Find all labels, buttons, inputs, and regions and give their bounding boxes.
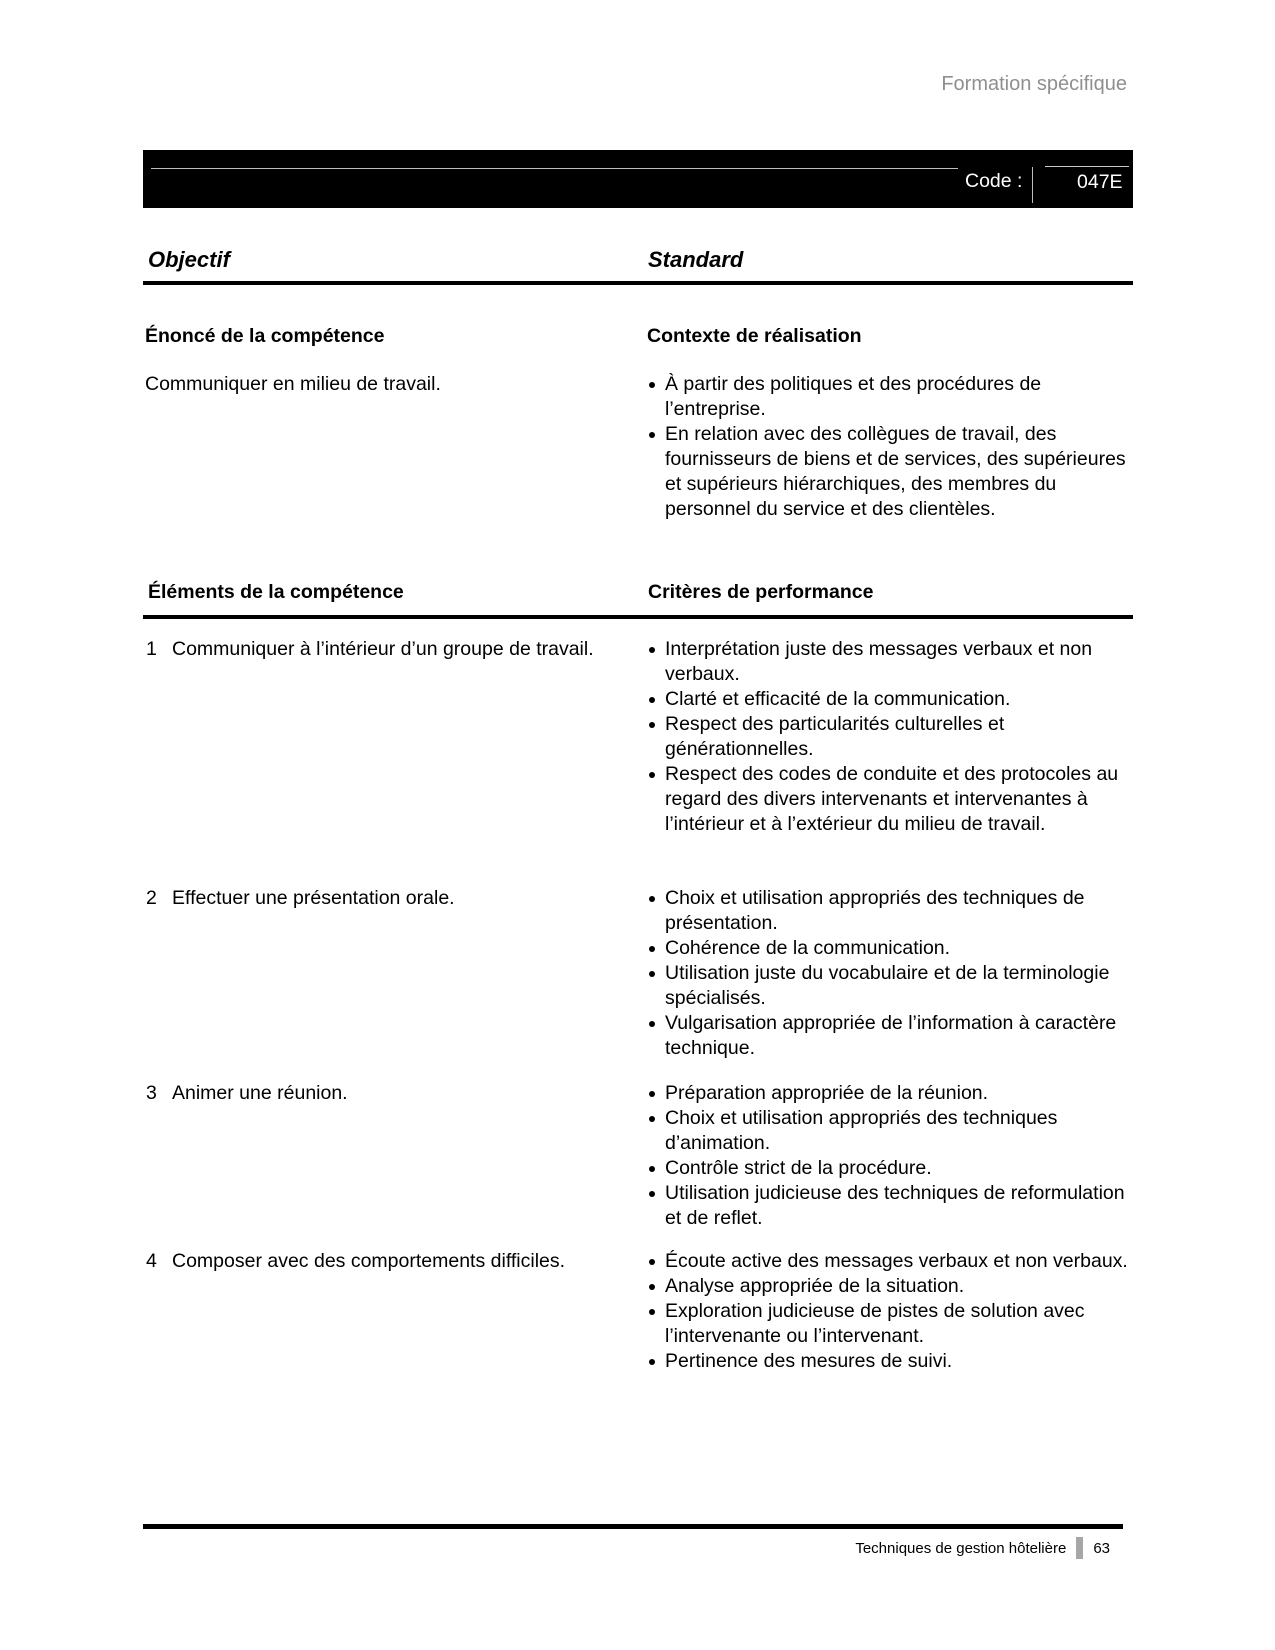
criteria-item: Respect des particularités culturelles et générationnelles. [645,712,1133,762]
code-field-underline [1045,166,1129,167]
element-label [143,637,645,837]
elements-title: Éléments de la compétence [148,581,404,603]
objectif-heading: Objectif [148,247,230,272]
competence-left-column [143,324,645,522]
code-bar [143,150,1133,208]
footer [143,1537,1110,1559]
running-header-label: Formation spécifique [941,73,1127,95]
criteria-item: Écoute active des messages verbaux et non verbaux. [645,1249,1133,1274]
competence-section [143,324,1133,522]
element-label [143,1081,645,1231]
element-row [143,1081,1133,1231]
column-headings [143,247,1133,277]
element-number: 1 [146,638,157,660]
criteria-item: Respect des codes de conduite et des protocoles au regard des divers intervenants et intervenantes à l’intérieur et à l’extérieur du milieu de travail. [645,762,1133,837]
element-text: Effectuer une présentation orale. [172,887,455,909]
element-text: Animer une réunion. [172,1082,348,1104]
footer-separator-bar [1076,1537,1083,1559]
criteria-item: Exploration judicieuse de pistes de solution avec l’intervenante ou l’intervenant. [645,1299,1133,1349]
criteria-list [645,886,1133,1061]
footer-rule [143,1524,1123,1529]
footer-page-number: 63 [1093,1539,1110,1557]
criteria-item: Choix et utilisation appropriés des techniques de présentation. [645,886,1133,936]
competence-right-column [645,324,1133,522]
element-row [143,637,1133,837]
element-text: Communiquer à l’intérieur d’un groupe de travail. [172,638,594,660]
criteria-item: Clarté et efficacité de la communication. [645,687,1133,712]
title-field-underline [151,168,958,169]
bullet-item: À partir des politiques et des procédures de l’entreprise. [645,372,1133,422]
element-text: Composer avec des comportements difficiles. [172,1250,566,1272]
criteres-title: Critères de performance [648,581,874,603]
enonce-body: Communiquer en milieu de travail. [145,373,441,395]
criteria-item: Vulgarisation appropriée de l’information à caractère technique. [645,1011,1133,1061]
element-row [143,886,1133,1061]
criteria-item: Utilisation juste du vocabulaire et de la terminologie spécialisés. [645,961,1133,1011]
contexte-bullet-list [645,372,1133,522]
element-number: 3 [146,1082,157,1104]
element-label [143,1249,645,1374]
element-number: 2 [146,887,157,909]
bullet-item: En relation avec des collègues de travail, des fournisseurs de biens et de services, des supérieures et supérieurs hiérarchiques, des membres du personnel du service et des clientèles. [645,422,1133,522]
code-label: Code : [965,170,1023,192]
contexte-title: Contexte de réalisation [647,325,862,347]
criteria-item: Contrôle strict de la procédure. [645,1156,1133,1181]
criteria-list [645,1249,1133,1374]
criteria-item: Pertinence des mesures de suivi. [645,1349,1133,1374]
criteria-list [645,637,1133,837]
elements-section-rule [143,615,1133,619]
code-value: 047E [1077,171,1123,193]
element-label [143,886,645,1061]
criteria-item: Préparation appropriée de la réunion. [645,1081,1133,1106]
criteria-item: Cohérence de la communication. [645,936,1133,961]
criteria-item: Analyse appropriée de la situation. [645,1274,1133,1299]
criteria-item: Utilisation judicieuse des techniques de reformulation et de reflet. [645,1181,1133,1231]
elements-section-headers [143,581,1133,611]
headings-rule [143,281,1133,285]
enonce-title: Énoncé de la compétence [145,325,385,347]
criteria-item: Interprétation juste des messages verbaux et non verbaux. [645,637,1133,687]
element-number: 4 [146,1250,157,1272]
element-row [143,1249,1133,1374]
criteria-list [645,1081,1133,1231]
criteria-item: Choix et utilisation appropriés des techniques d’animation. [645,1106,1133,1156]
standard-heading: Standard [648,247,744,272]
code-field-separator [1032,167,1033,203]
footer-program-label: Techniques de gestion hôtelière [855,1539,1067,1557]
